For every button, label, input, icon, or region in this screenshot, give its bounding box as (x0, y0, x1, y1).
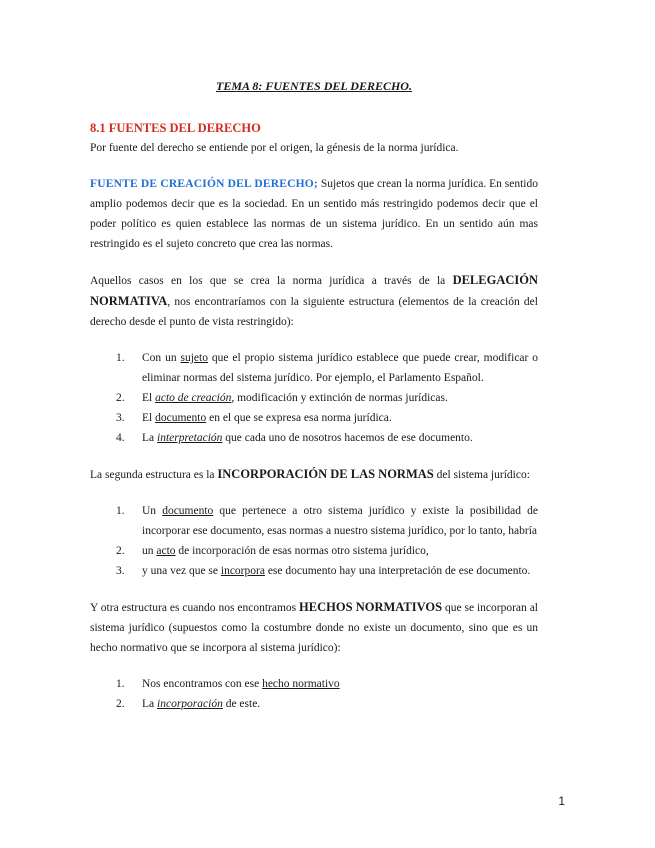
list-item (90, 541, 538, 561)
document-title: TEMA 8: FUENTES DEL DERECHO. (216, 79, 412, 93)
list-number: 3. (116, 412, 125, 424)
item-text: que el propio sistema jurídico establece que puede crear, modificar o eliminar normas del sistema jurídico. Por ejemplo, el Parlamento Español. (142, 352, 539, 384)
list-number: 2. (116, 545, 125, 557)
list-number: 2. (116, 392, 125, 404)
item-text: que pertenece a otro sistema jurídico y existe la posibilidad de incorporar ese documento, esas normas a nuestro sistema jurídico, por lo tanto, habría (142, 505, 538, 537)
item-key: interpretación (157, 432, 223, 444)
item-key: incorpora (220, 565, 265, 577)
facts-post: que se incorporan al sistema jurídico (supuestos como la costumbre donde no existe un documento, sino que es un hecho normativo que se incorpora al sistema jurídico): (90, 602, 538, 654)
list-number: 1. (116, 505, 125, 517)
delegation-list (90, 348, 538, 448)
item-text: Nos encontramos con ese (142, 678, 263, 690)
item-text: que cada uno de nosotros hacemos de ese documento. (222, 432, 473, 444)
item-text: y una vez que se (142, 565, 221, 577)
creation-label: FUENTE DE CREACIÓN DEL DERECHO; (90, 178, 318, 190)
page-content (90, 76, 538, 714)
item-text: de incorporación de esas normas otro sistema jurídico, (175, 545, 429, 557)
section-intro: Por fuente del derecho se entiende por el origen, la génesis de la norma jurídica. (90, 142, 459, 154)
item-text: de este. (222, 698, 261, 710)
item-text: , modificación y extinción de normas jurídicas. (231, 392, 448, 404)
list-item (90, 408, 538, 428)
item-key: sujeto (180, 352, 208, 364)
list-number: 3. (116, 565, 125, 577)
delegation-post: , nos encontraríamos con la siguiente estructura (elementos de la creación del derecho desde el punto de vista restringido): (90, 296, 538, 328)
facts-pre: Y otra estructura es cuando nos encontramos (90, 602, 300, 614)
facts-paragraph (90, 597, 538, 658)
incorporation-pre: La segunda estructura es la (90, 469, 218, 481)
page-number: 1 (558, 794, 565, 808)
item-text: ese documento hay una interpretación de ese documento. (264, 565, 531, 577)
list-number: 1. (116, 678, 125, 690)
item-text: en el que se expresa esa norma jurídica. (206, 412, 392, 424)
incorporation-strong: INCORPORACIÓN DE LAS NORMAS (217, 467, 434, 481)
item-text: un (142, 545, 157, 557)
delegation-paragraph (90, 270, 538, 332)
item-key: hecho normativo (262, 678, 340, 690)
item-key: documento (155, 412, 207, 424)
list-number: 1. (116, 352, 125, 364)
creation-paragraph (90, 174, 538, 254)
facts-strong: HECHOS NORMATIVOS (299, 600, 443, 614)
list-item (90, 388, 538, 408)
item-key: documento (162, 505, 214, 517)
facts-list (90, 674, 538, 714)
item-text: El (142, 392, 156, 404)
list-item (90, 694, 538, 714)
list-item (90, 501, 538, 541)
delegation-pre: Aquellos casos en los que se crea la norma jurídica a través de la (90, 275, 453, 287)
incorporation-paragraph (90, 464, 538, 485)
item-key: acto (156, 545, 176, 557)
item-text: El (142, 412, 156, 424)
list-item (90, 348, 538, 388)
list-number: 2. (116, 698, 125, 710)
item-text: La (142, 432, 158, 444)
item-text: Un (142, 505, 163, 517)
list-item (90, 674, 538, 694)
item-key: incorporación (157, 698, 223, 710)
section-heading: 8.1 FUENTES DEL DERECHO (90, 121, 261, 135)
list-item (90, 561, 538, 581)
list-number: 4. (116, 432, 125, 444)
item-text: La (142, 698, 158, 710)
list-item (90, 428, 538, 448)
creation-text: Sujetos que crean la norma jurídica. En sentido amplio podemos decir que es la sociedad. En un sentido más restringido podemos decir que el poder político es quien establece las normas de un sistema jurídico. En un sentido aún mas restringido es el sujeto concreto que crea las normas. (90, 178, 538, 250)
delegation-strong: DELEGACIÓN NORMATIVA (90, 273, 538, 308)
incorporation-list (90, 501, 538, 581)
incorporation-post: del sistema jurídico: (433, 469, 530, 481)
item-key: acto de creación (155, 392, 232, 404)
item-text: Con un (142, 352, 181, 364)
